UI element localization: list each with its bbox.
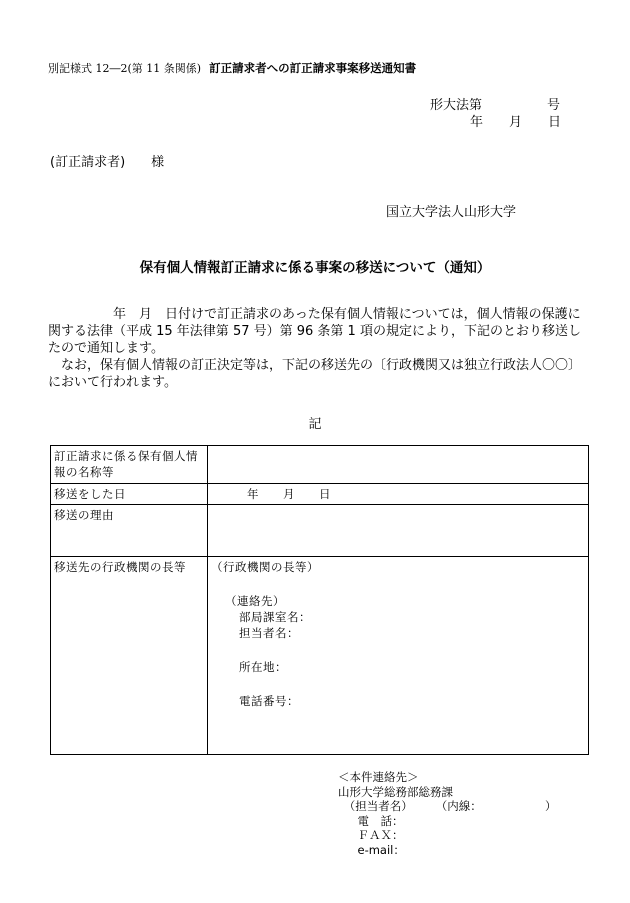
body-paragraph-2: なお，保有個人情報の訂正決定等は，下記の移送先の〔行政機関又は独立行政法人〇〇〕において行われます。 xyxy=(48,358,582,390)
row-value-transfer-date: 年 月 日 xyxy=(208,484,589,505)
ki-heading: 記 xyxy=(308,417,322,432)
table-row xyxy=(51,505,589,557)
sender: 国立大学法人山形大学 xyxy=(386,205,517,220)
row-value-transfer-reason xyxy=(208,505,589,557)
form-header xyxy=(48,60,416,76)
form-reference: 別記様式 12―2(第 11 条関係) xyxy=(48,62,202,75)
recipient: (訂正請求者) 様 xyxy=(50,155,165,170)
footer-fax: ＦＡＸ： xyxy=(346,828,404,842)
document-date: 年 月 日 xyxy=(470,115,562,130)
destination-person: 担当者名： xyxy=(239,626,299,640)
destination-contact: （連絡先） xyxy=(225,594,285,608)
body-paragraph-1: 年 月 日付けで訂正請求のあった保有個人情報については，個人情報の保護に関する法律（平成 15 年法律第 57 号）第 96 条第 1 項の規定により，下記のとおり移送したので通知します。 xyxy=(48,307,581,356)
table-row xyxy=(51,557,589,755)
destination-address: 所在地： xyxy=(239,660,287,674)
document-number: 形大法第 号 xyxy=(430,98,561,113)
body-text xyxy=(48,306,588,391)
footer-heading: ＜本件連絡先＞ xyxy=(338,770,419,784)
row-label-transfer-date: 移送をした日 xyxy=(51,484,208,505)
destination-phone: 電話番号： xyxy=(239,694,299,708)
details-table xyxy=(50,445,589,755)
row-value-destination xyxy=(208,557,589,755)
destination-head: （行政機関の長等） xyxy=(211,560,319,574)
form-title: 訂正請求者への訂正請求事案移送通知書 xyxy=(209,61,417,75)
document-title: 保有個人情報訂正請求に係る事案の移送について（通知） xyxy=(139,260,491,276)
footer-org: 山形大学総務部総務課 xyxy=(338,784,453,799)
footer-email: e-mail： xyxy=(346,842,405,857)
destination-dept: 部局課室名： xyxy=(239,610,311,624)
footer-tel: 電 話： xyxy=(346,813,404,828)
table-row xyxy=(51,446,589,484)
table-row xyxy=(51,484,589,505)
row-label-destination: 移送先の行政機関の長等 xyxy=(51,557,208,755)
contact-footer xyxy=(338,770,557,857)
footer-person: （担当者名） （内線： ） xyxy=(338,799,557,813)
row-label-info-name: 訂正請求に係る保有個人情報の名称等 xyxy=(51,446,208,484)
row-label-transfer-reason: 移送の理由 xyxy=(51,505,208,557)
row-value-info-name xyxy=(208,446,589,484)
